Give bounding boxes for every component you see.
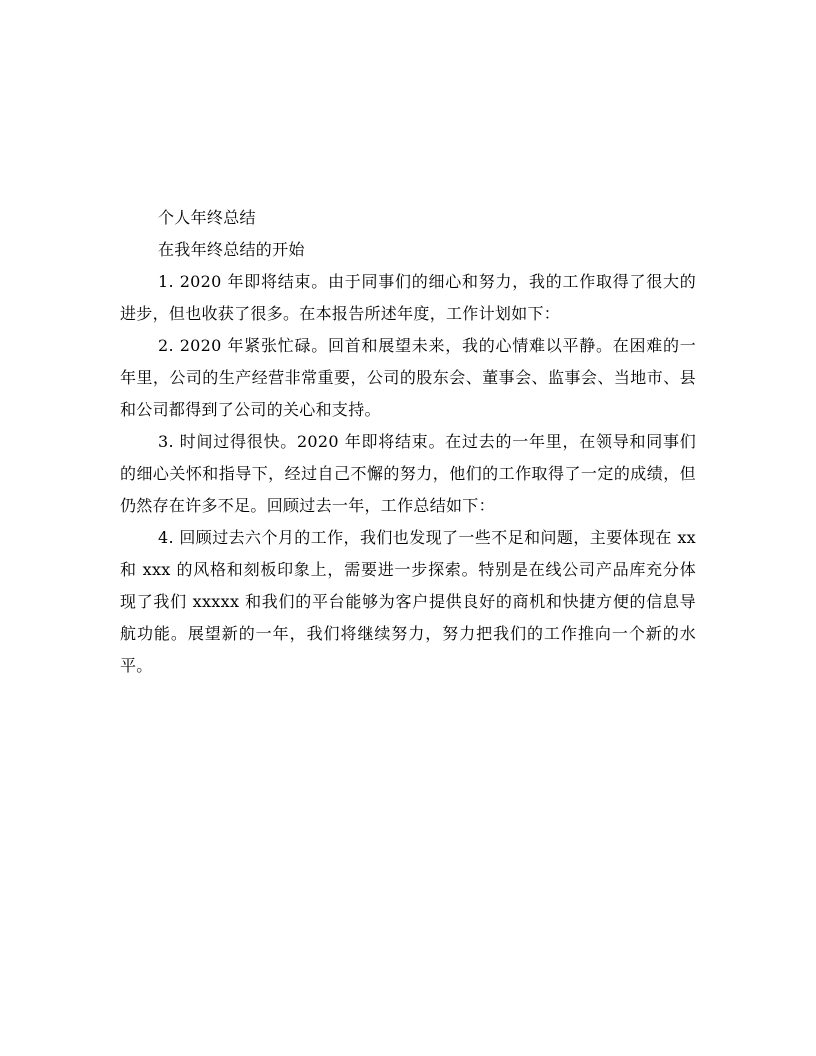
paragraph-2: 2. 2020 年紧张忙碌。回首和展望未来，我的心情难以平静。在困难的一年里，公司的生产经营非常重要，公司的股东会、董事会、监事会、当地市、县和公司都得到了公司的关心和支持。 bbox=[120, 336, 696, 419]
intro-paragraph: 在我年终总结的开始 bbox=[158, 240, 305, 259]
document-body bbox=[120, 202, 696, 682]
paragraph-1: 1. 2020 年即将结束。由于同事们的细心和努力，我的工作取得了很大的进步，但也收获了很多。在本报告所述年度，工作计划如下： bbox=[120, 272, 696, 323]
document-title: 个人年终总结 bbox=[158, 208, 256, 227]
paragraph-4: 4. 回顾过去六个月的工作，我们也发现了一些不足和问题，主要体现在 xx 和 xxx 的风格和刻板印象上，需要进一步探索。特别是在线公司产品库充分体现了我们 xxxxx 和我们的平台能够为客户提供良好的商机和快捷方便的信息导航功能。展望新的一年，我们将继续努力，努力把我们的工作推向一个新的水平。 bbox=[120, 528, 696, 675]
paragraph-3: 3. 时间过得很快。2020 年即将结束。在过去的一年里，在领导和同事们的细心关怀和指导下，经过自己不懈的努力，他们的工作取得了一定的成绩，但仍然存在许多不足。回顾过去一年，工作总结如下： bbox=[120, 432, 696, 515]
